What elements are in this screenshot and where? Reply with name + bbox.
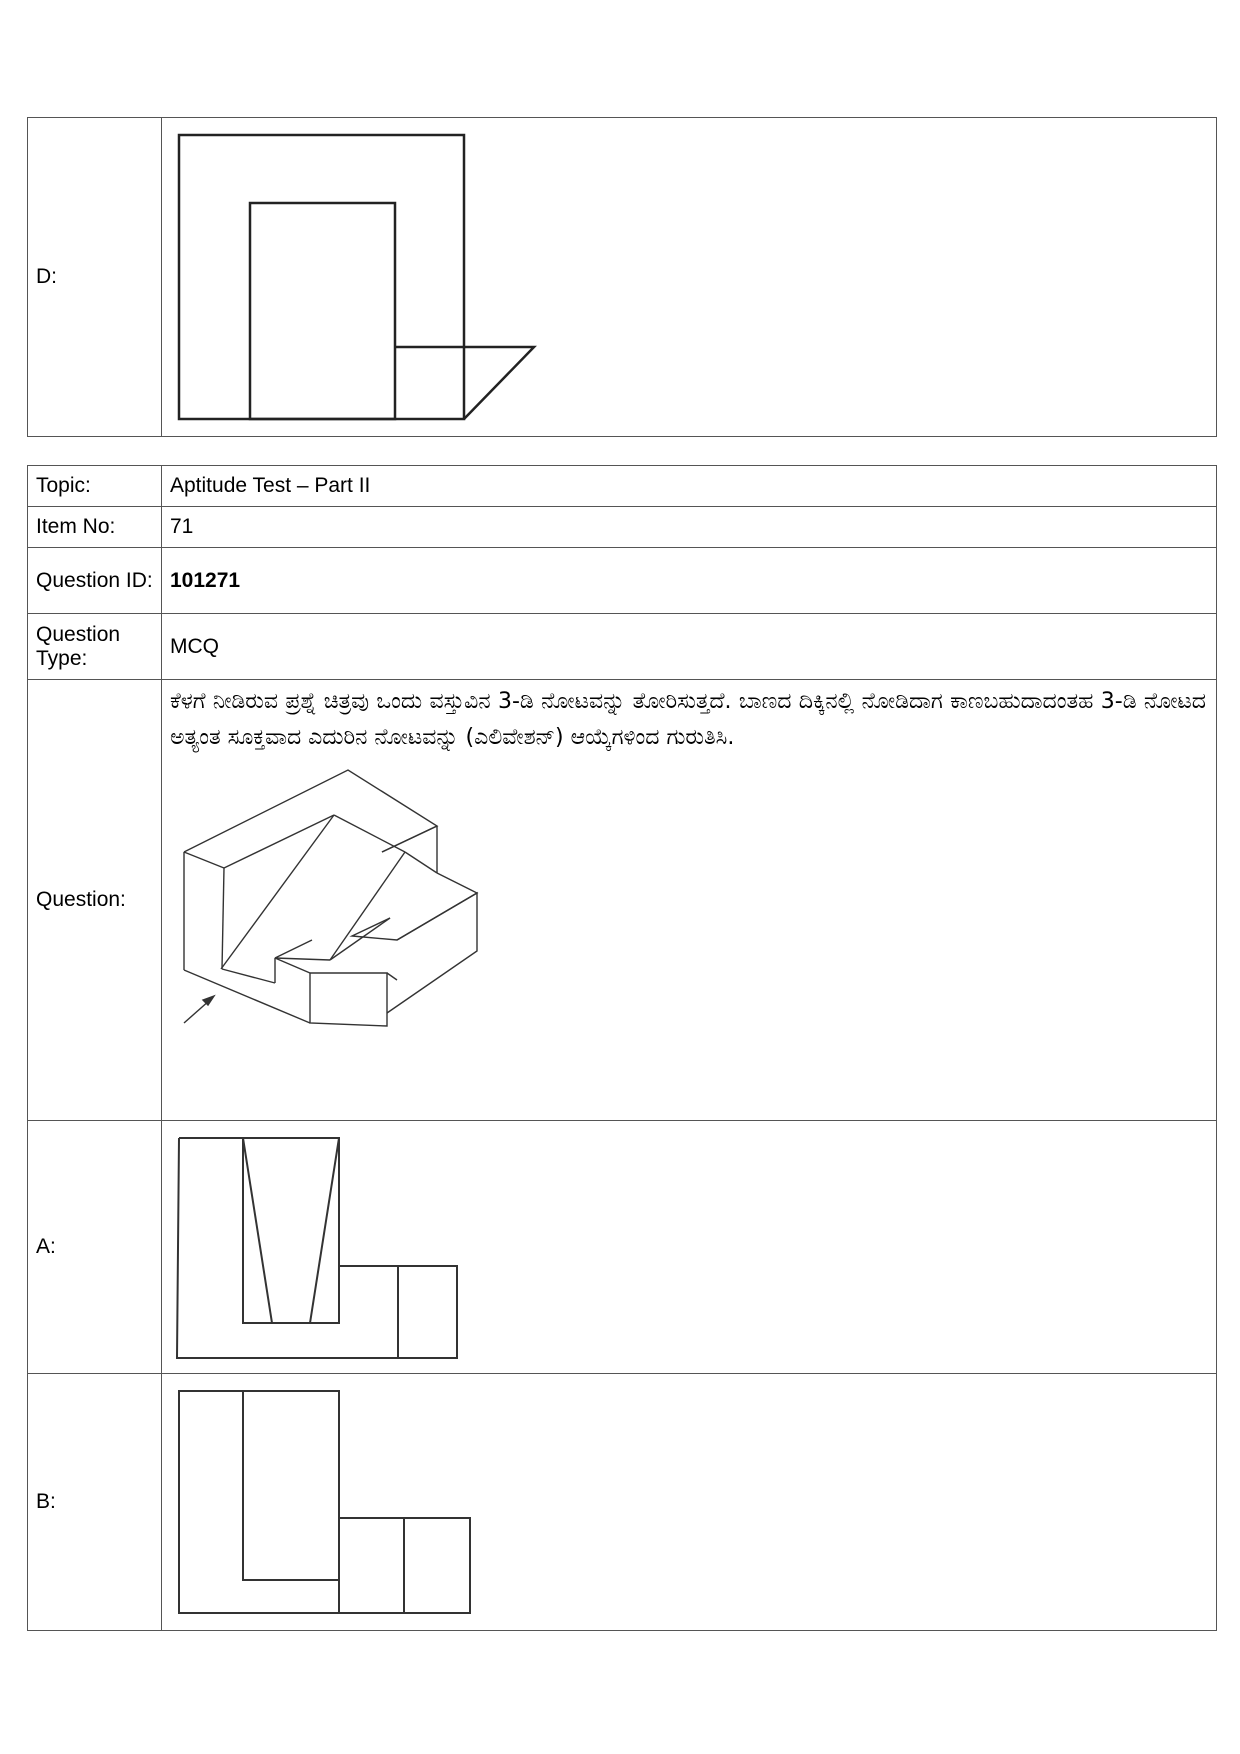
item-value: 71 bbox=[162, 507, 1217, 548]
question-content bbox=[162, 680, 1217, 1121]
question-row bbox=[28, 680, 1217, 1121]
option-d-inner-rect bbox=[250, 203, 395, 419]
question-type-value: MCQ bbox=[162, 614, 1217, 680]
iso-top-left-edge bbox=[184, 852, 224, 868]
question-table bbox=[27, 465, 1217, 1631]
iso-upper-right-edge bbox=[382, 826, 437, 852]
iso-top-face bbox=[184, 770, 437, 852]
option-d-outer-rect bbox=[179, 135, 464, 419]
question-id-label: Question ID: bbox=[28, 548, 162, 614]
option-d-label: D: bbox=[28, 118, 162, 437]
option-a-figure bbox=[162, 1121, 1232, 1373]
question-label: Question: bbox=[28, 680, 162, 1121]
iso-slant-line-2 bbox=[330, 852, 405, 960]
iso-slant-line-1 bbox=[221, 815, 334, 969]
view-arrow-head bbox=[203, 996, 214, 1005]
isometric-question-figure bbox=[162, 768, 522, 1068]
iso-notch-bottom bbox=[222, 969, 275, 983]
question-id-value: 101271 bbox=[162, 548, 1217, 614]
option-a-row bbox=[28, 1121, 1217, 1374]
iso-top-front-edge bbox=[224, 815, 334, 868]
iso-front-block bbox=[310, 973, 387, 1026]
option-b-label: B: bbox=[28, 1374, 162, 1631]
option-a-slant-right bbox=[310, 1138, 339, 1323]
iso-right-face bbox=[387, 893, 477, 1013]
question-type-label: Question Type: bbox=[28, 614, 162, 680]
iso-front-block-top bbox=[387, 973, 397, 980]
iso-notch-top bbox=[275, 958, 310, 973]
question-id-row bbox=[28, 548, 1217, 614]
iso-lower-notch bbox=[275, 940, 330, 960]
option-a-slant-left bbox=[243, 1138, 272, 1323]
option-b-figure-cell bbox=[162, 1374, 1217, 1631]
option-b-inner bbox=[243, 1391, 339, 1580]
item-row bbox=[28, 507, 1217, 548]
iso-step-edge bbox=[405, 852, 437, 873]
option-b-figure bbox=[162, 1374, 1232, 1630]
topic-value: Aptitude Test – Part II bbox=[162, 466, 1217, 507]
option-d-figure-cell bbox=[162, 118, 1217, 437]
topic-label: Topic: bbox=[28, 466, 162, 507]
item-label: Item No: bbox=[28, 507, 162, 548]
option-b-box-1 bbox=[339, 1518, 404, 1613]
question-type-row bbox=[28, 614, 1217, 680]
option-b-row bbox=[28, 1374, 1217, 1631]
iso-front-vertical bbox=[222, 868, 224, 969]
option-a-label: A: bbox=[28, 1121, 162, 1374]
option-b-box-2 bbox=[404, 1518, 470, 1613]
option-a-outer bbox=[177, 1138, 457, 1358]
option-d-figure bbox=[162, 118, 1232, 436]
option-a-figure-cell bbox=[162, 1121, 1217, 1374]
option-d-table bbox=[27, 117, 1217, 437]
question-text: ಕೆಳಗೆ ನೀಡಿರುವ ಪ್ರಶ್ನೆ ಚಿತ್ರವು ಒಂದು ವಸ್ತುವಿನ 3-ಡಿ ನೋಟವನ್ನು ತೋರಿಸುತ್ತದೆ. ಬಾಣದ ದಿಕ್ಕಿನಲ್ಲಿ ನೋಡಿದಾಗ ಕಾಣಬಹುದಾದಂತಹ 3-ಡಿ ನೋಟದ ಅತ್ಯಂತ ಸೂಕ್ತವಾದ ಎದುರಿನ ನೋಟವನ್ನು (ಎಲಿವೇಶನ್) ಆಯ್ಕೆಗಳಿಂದ ಗುರುತಿಸಿ. bbox=[170, 689, 1206, 750]
topic-row bbox=[28, 466, 1217, 507]
iso-bottom-edge bbox=[184, 970, 310, 1023]
